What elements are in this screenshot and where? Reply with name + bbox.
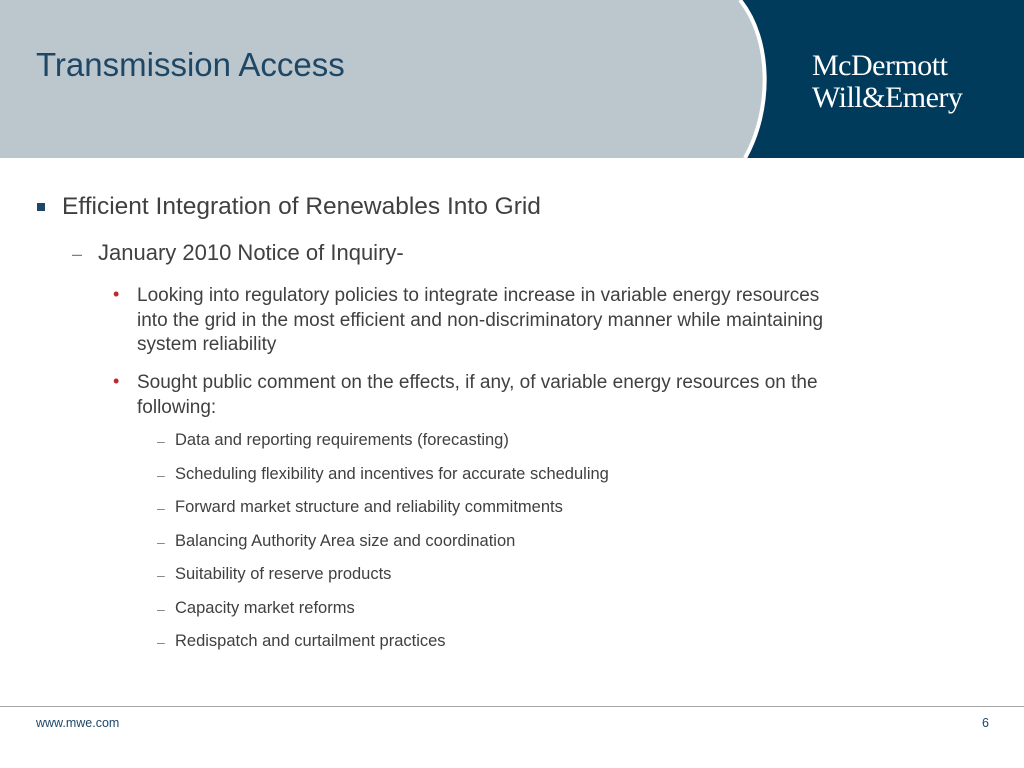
page-number: 6 [982, 716, 989, 730]
bullet-2-line-2: following: [137, 397, 217, 418]
bullet-1-line-1: Looking into regulatory policies to integrate increase in variable energy resources [137, 285, 820, 306]
footer-url: www.mwe.com [36, 716, 120, 730]
dash-bullet-icon: – [157, 534, 165, 550]
level1-heading: Efficient Integration of Renewables Into Grid [62, 193, 541, 220]
bullet-2-line-1: Sought public comment on the effects, if any, of variable energy resources on the [137, 372, 818, 393]
dash-bullet-icon: – [157, 433, 165, 449]
sub-item: Capacity market reforms [175, 599, 355, 617]
sub-item: Scheduling flexibility and incentives for accurate scheduling [175, 465, 609, 483]
bullet-1-line-2: into the grid in the most efficient and non-discriminatory manner while maintaining [137, 310, 824, 331]
sub-item: Forward market structure and reliability commitments [175, 498, 563, 516]
logo-line-2: Will&Emery [812, 81, 963, 114]
logo-line-1: McDermott [812, 49, 948, 82]
dash-bullet-icon: – [157, 500, 165, 516]
square-bullet-icon [37, 203, 45, 211]
sub-item: Balancing Authority Area size and coordination [175, 532, 516, 550]
dot-bullet-icon: • [113, 284, 120, 304]
dash-bullet-icon: – [72, 244, 83, 264]
slide-title: Transmission Access [36, 46, 345, 83]
level2-heading: January 2010 Notice of Inquiry- [98, 240, 404, 265]
dot-bullet-icon: • [113, 371, 120, 391]
footer-divider [0, 706, 1024, 707]
sub-item: Suitability of reserve products [175, 565, 392, 583]
dash-bullet-icon: – [157, 467, 165, 483]
sub-item: Data and reporting requirements (forecasting) [175, 431, 509, 449]
sub-item: Redispatch and curtailment practices [175, 632, 446, 650]
bullet-1-line-3: system reliability [137, 334, 277, 355]
company-logo [812, 50, 1002, 114]
dash-bullet-icon: – [157, 567, 165, 583]
dash-bullet-icon: – [157, 601, 165, 617]
dash-bullet-icon: – [157, 634, 165, 650]
